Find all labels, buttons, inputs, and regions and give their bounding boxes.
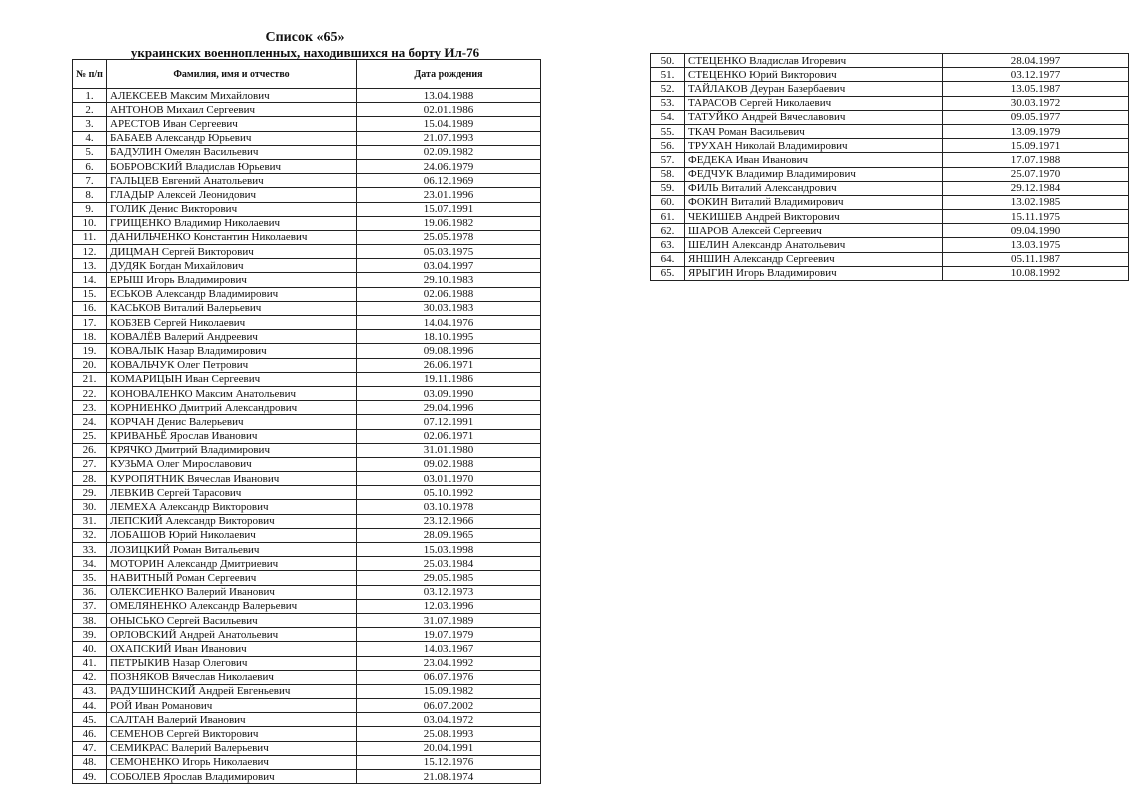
row-birthdate: 02.09.1982 (357, 145, 541, 159)
row-number: 10. (73, 216, 107, 230)
table-row (73, 741, 541, 755)
row-name: БАБАЕВ Александр Юрьевич (107, 131, 357, 145)
row-birthdate: 21.07.1993 (357, 131, 541, 145)
row-name: БОБРОВСКИЙ Владислав Юрьевич (107, 159, 357, 173)
row-name: ШЕЛИН Александр Анатольевич (685, 238, 943, 252)
row-name: КОБЗЕВ Сергей Николаевич (107, 316, 357, 330)
prisoner-table-right (650, 53, 1129, 281)
row-number: 6. (73, 159, 107, 173)
row-name: ОМЕЛЯНЕНКО Александр Валерьевич (107, 599, 357, 613)
row-number: 8. (73, 188, 107, 202)
row-name: АРЕСТОВ Иван Сергеевич (107, 117, 357, 131)
row-birthdate: 03.01.1970 (357, 472, 541, 486)
row-birthdate: 03.04.1997 (357, 259, 541, 273)
row-name: СЕМЕНОВ Сергей Викторович (107, 727, 357, 741)
row-number: 38. (73, 613, 107, 627)
table-row (73, 443, 541, 457)
row-number: 53. (651, 96, 685, 110)
row-name: ЛЕВКИВ Сергей Тарасович (107, 486, 357, 500)
row-number: 49. (73, 770, 107, 784)
row-birthdate: 13.04.1988 (357, 89, 541, 103)
table-row (651, 266, 1129, 280)
table-row (73, 216, 541, 230)
row-number: 65. (651, 266, 685, 280)
row-birthdate: 19.07.1979 (357, 628, 541, 642)
table-row (73, 486, 541, 500)
row-birthdate: 28.04.1997 (943, 54, 1129, 68)
row-name: КУРОПЯТНИК Вячеслав Иванович (107, 472, 357, 486)
row-name: ЕРЫШ Игорь Владимирович (107, 273, 357, 287)
row-name: ЛЕМЕХА Александр Викторович (107, 500, 357, 514)
row-number: 58. (651, 167, 685, 181)
row-number: 45. (73, 713, 107, 727)
header-date: Дата рождения (357, 60, 541, 89)
row-number: 9. (73, 202, 107, 216)
row-name: КОВАЛЫК Назар Владимирович (107, 344, 357, 358)
row-number: 23. (73, 401, 107, 415)
row-number: 15. (73, 287, 107, 301)
row-name: КОМАРИЦЫН Иван Сергеевич (107, 372, 357, 386)
table-row (73, 174, 541, 188)
row-name: СЕМИКРАС Валерий Валерьевич (107, 741, 357, 755)
row-number: 43. (73, 684, 107, 698)
row-name: ДУДЯК Богдан Михайлович (107, 259, 357, 273)
row-number: 27. (73, 457, 107, 471)
row-birthdate: 21.08.1974 (357, 770, 541, 784)
row-number: 29. (73, 486, 107, 500)
row-number: 54. (651, 110, 685, 124)
row-name: ПОЗНЯКОВ Вячеслав Николаевич (107, 670, 357, 684)
row-name: ОЛЕКСИЕНКО Валерий Иванович (107, 585, 357, 599)
row-number: 44. (73, 699, 107, 713)
table-row (73, 571, 541, 585)
table-row (73, 131, 541, 145)
row-birthdate: 31.07.1989 (357, 613, 541, 627)
table-row (651, 210, 1129, 224)
row-number: 52. (651, 82, 685, 96)
row-birthdate: 03.09.1990 (357, 386, 541, 400)
row-name: КАСЬКОВ Виталий Валерьевич (107, 301, 357, 315)
row-birthdate: 03.04.1972 (357, 713, 541, 727)
row-birthdate: 30.03.1972 (943, 96, 1129, 110)
table-row (651, 110, 1129, 124)
row-name: ГОЛИК Денис Викторович (107, 202, 357, 216)
table-row (73, 599, 541, 613)
row-number: 56. (651, 139, 685, 153)
row-number: 16. (73, 301, 107, 315)
table-row (73, 117, 541, 131)
row-birthdate: 30.03.1983 (357, 301, 541, 315)
row-birthdate: 25.03.1984 (357, 557, 541, 571)
table-row (73, 202, 541, 216)
table-row (73, 344, 541, 358)
table-row (73, 585, 541, 599)
row-birthdate: 10.08.1992 (943, 266, 1129, 280)
row-number: 5. (73, 145, 107, 159)
row-number: 31. (73, 514, 107, 528)
row-birthdate: 19.06.1982 (357, 216, 541, 230)
row-name: НАВИТНЫЙ Роман Сергеевич (107, 571, 357, 585)
row-number: 36. (73, 585, 107, 599)
row-birthdate: 09.05.1977 (943, 110, 1129, 124)
row-birthdate: 13.09.1979 (943, 124, 1129, 138)
table-row (73, 259, 541, 273)
row-number: 34. (73, 557, 107, 571)
row-name: СТЕЦЕНКО Владислав Игоревич (685, 54, 943, 68)
row-birthdate: 23.04.1992 (357, 656, 541, 670)
row-birthdate: 13.03.1975 (943, 238, 1129, 252)
table-row (651, 153, 1129, 167)
row-name: КУЗЬМА Олег Мирославович (107, 457, 357, 471)
table-row (73, 670, 541, 684)
table-row (73, 642, 541, 656)
row-birthdate: 28.09.1965 (357, 528, 541, 542)
row-birthdate: 05.03.1975 (357, 245, 541, 259)
row-birthdate: 13.05.1987 (943, 82, 1129, 96)
row-name: ГРИЩЕНКО Владимир Николаевич (107, 216, 357, 230)
row-birthdate: 15.11.1975 (943, 210, 1129, 224)
prisoner-table-left (72, 59, 541, 784)
row-name: СЕМОНЕНКО Игорь Николаевич (107, 755, 357, 769)
row-number: 30. (73, 500, 107, 514)
row-name: КОНОВАЛЕНКО Максим Анатольевич (107, 386, 357, 400)
row-birthdate: 12.03.1996 (357, 599, 541, 613)
table-row (73, 613, 541, 627)
table-row (73, 727, 541, 741)
row-name: ЧЕКИШЕВ Андрей Викторович (685, 210, 943, 224)
row-name: ОНЫСЬКО Сергей Васильевич (107, 613, 357, 627)
row-name: ФЕДЧУК Владимир Владимирович (685, 167, 943, 181)
row-birthdate: 07.12.1991 (357, 415, 541, 429)
row-name: КОРЧАН Денис Валерьевич (107, 415, 357, 429)
row-birthdate: 15.09.1971 (943, 139, 1129, 153)
table-row (651, 96, 1129, 110)
table-row (73, 89, 541, 103)
row-birthdate: 05.11.1987 (943, 252, 1129, 266)
document-subtitle: украинских военнопленных, находившихся на борту Ил-76 (130, 45, 480, 60)
row-number: 21. (73, 372, 107, 386)
row-name: ОРЛОВСКИЙ Андрей Анатольевич (107, 628, 357, 642)
table-row (73, 457, 541, 471)
table-row (73, 528, 541, 542)
row-name: ШАРОВ Алексей Сергеевич (685, 224, 943, 238)
row-number: 13. (73, 259, 107, 273)
row-birthdate: 02.01.1986 (357, 103, 541, 117)
row-birthdate: 09.08.1996 (357, 344, 541, 358)
row-birthdate: 29.10.1983 (357, 273, 541, 287)
row-number: 64. (651, 252, 685, 266)
row-name: КРИВАНЬЁ Ярослав Иванович (107, 429, 357, 443)
row-name: КОРНИЕНКО Дмитрий Александрович (107, 401, 357, 415)
row-birthdate: 13.02.1985 (943, 195, 1129, 209)
row-number: 55. (651, 124, 685, 138)
row-number: 48. (73, 755, 107, 769)
row-name: ТАТУЙКО Андрей Вячеславович (685, 110, 943, 124)
table-row (73, 159, 541, 173)
row-name: ОХАПСКИЙ Иван Иванович (107, 642, 357, 656)
row-name: ТКАЧ Роман Васильевич (685, 124, 943, 138)
row-birthdate: 26.06.1971 (357, 358, 541, 372)
table-row (73, 145, 541, 159)
row-number: 50. (651, 54, 685, 68)
table-row (73, 330, 541, 344)
row-name: СТЕЦЕНКО Юрий Викторович (685, 68, 943, 82)
row-name: ФИЛЬ Виталий Александрович (685, 181, 943, 195)
table-row (73, 245, 541, 259)
row-number: 4. (73, 131, 107, 145)
table-row (73, 684, 541, 698)
row-number: 19. (73, 344, 107, 358)
row-birthdate: 15.07.1991 (357, 202, 541, 216)
row-number: 61. (651, 210, 685, 224)
table-row (651, 238, 1129, 252)
row-number: 35. (73, 571, 107, 585)
row-birthdate: 09.04.1990 (943, 224, 1129, 238)
row-number: 3. (73, 117, 107, 131)
table-row (73, 287, 541, 301)
row-number: 32. (73, 528, 107, 542)
row-number: 1. (73, 89, 107, 103)
row-birthdate: 03.12.1973 (357, 585, 541, 599)
header-name: Фамилия, имя и отчество (107, 60, 357, 89)
row-name: ТАЙЛАКОВ Деуран Базербаевич (685, 82, 943, 96)
table-row (73, 699, 541, 713)
row-number: 47. (73, 741, 107, 755)
row-number: 33. (73, 543, 107, 557)
row-number: 42. (73, 670, 107, 684)
row-name: ФОКИН Виталий Владимирович (685, 195, 943, 209)
row-name: РОЙ Иван Романович (107, 699, 357, 713)
row-name: ЯРЫГИН Игорь Владимирович (685, 266, 943, 280)
table-row (73, 755, 541, 769)
row-name: ЛЕПСКИЙ Александр Викторович (107, 514, 357, 528)
row-birthdate: 02.06.1988 (357, 287, 541, 301)
row-number: 62. (651, 224, 685, 238)
table-row (73, 301, 541, 315)
row-name: СОБОЛЕВ Ярослав Владимирович (107, 770, 357, 784)
row-birthdate: 17.07.1988 (943, 153, 1129, 167)
row-birthdate: 14.04.1976 (357, 316, 541, 330)
row-birthdate: 29.04.1996 (357, 401, 541, 415)
row-birthdate: 20.04.1991 (357, 741, 541, 755)
row-number: 2. (73, 103, 107, 117)
row-number: 20. (73, 358, 107, 372)
row-number: 12. (73, 245, 107, 259)
table-row (73, 770, 541, 784)
row-birthdate: 19.11.1986 (357, 372, 541, 386)
row-number: 40. (73, 642, 107, 656)
row-number: 41. (73, 656, 107, 670)
row-number: 14. (73, 273, 107, 287)
row-birthdate: 15.03.1998 (357, 543, 541, 557)
row-number: 26. (73, 443, 107, 457)
row-number: 59. (651, 181, 685, 195)
table-row (73, 401, 541, 415)
row-name: ЛОЗИЦКИЙ Роман Витальевич (107, 543, 357, 557)
row-number: 37. (73, 599, 107, 613)
row-number: 22. (73, 386, 107, 400)
table-row (73, 316, 541, 330)
row-name: ГАЛЬЦЕВ Евгений Анатольевич (107, 174, 357, 188)
row-birthdate: 29.12.1984 (943, 181, 1129, 195)
row-birthdate: 14.03.1967 (357, 642, 541, 656)
table-row (73, 628, 541, 642)
table-row (73, 656, 541, 670)
row-birthdate: 15.04.1989 (357, 117, 541, 131)
row-birthdate: 03.10.1978 (357, 500, 541, 514)
row-birthdate: 23.12.1966 (357, 514, 541, 528)
row-name: ФЕДЕКА Иван Иванович (685, 153, 943, 167)
row-name: ПЕТРЫКИВ Назар Олегович (107, 656, 357, 670)
row-birthdate: 24.06.1979 (357, 159, 541, 173)
table-row (73, 472, 541, 486)
row-number: 25. (73, 429, 107, 443)
table-row (73, 230, 541, 244)
row-birthdate: 05.10.1992 (357, 486, 541, 500)
header-num: № п/п (73, 60, 107, 89)
table-row (73, 103, 541, 117)
table-row (73, 273, 541, 287)
row-birthdate: 23.01.1996 (357, 188, 541, 202)
row-birthdate: 06.12.1969 (357, 174, 541, 188)
row-name: БАДУЛИН Омелян Васильевич (107, 145, 357, 159)
table-row (73, 500, 541, 514)
table-row (73, 543, 541, 557)
row-name: ДИЦМАН Сергей Викторович (107, 245, 357, 259)
row-number: 24. (73, 415, 107, 429)
row-birthdate: 06.07.1976 (357, 670, 541, 684)
table-row (73, 557, 541, 571)
table-row (651, 195, 1129, 209)
row-name: АНТОНОВ Михаил Сергеевич (107, 103, 357, 117)
table-row (651, 252, 1129, 266)
row-name: ГЛАДЫР Алексей Леонидович (107, 188, 357, 202)
row-name: ЕСЬКОВ Александр Владимирович (107, 287, 357, 301)
row-number: 17. (73, 316, 107, 330)
table-row (651, 167, 1129, 181)
table-row (73, 514, 541, 528)
document-title: Список «65» (265, 30, 345, 45)
row-name: КРЯЧКО Дмитрий Владимирович (107, 443, 357, 457)
row-birthdate: 25.07.1970 (943, 167, 1129, 181)
row-birthdate: 18.10.1995 (357, 330, 541, 344)
row-birthdate: 25.08.1993 (357, 727, 541, 741)
row-name: АЛЕКСЕЕВ Максим Михайлович (107, 89, 357, 103)
row-birthdate: 06.07.2002 (357, 699, 541, 713)
row-number: 57. (651, 153, 685, 167)
table-row (651, 54, 1129, 68)
row-name: ДАНИЛЬЧЕНКО Константин Николаевич (107, 230, 357, 244)
row-name: ТАРАСОВ Сергей Николаевич (685, 96, 943, 110)
row-number: 28. (73, 472, 107, 486)
row-number: 63. (651, 238, 685, 252)
row-number: 46. (73, 727, 107, 741)
table-row (73, 713, 541, 727)
row-number: 39. (73, 628, 107, 642)
row-name: КОВАЛЁВ Валерий Андреевич (107, 330, 357, 344)
row-name: ЯНШИН Александр Сергеевич (685, 252, 943, 266)
row-name: ЛОБАШОВ Юрий Николаевич (107, 528, 357, 542)
table-row (73, 415, 541, 429)
row-number: 11. (73, 230, 107, 244)
row-name: РАДУШИНСКИЙ Андрей Евгеньевич (107, 684, 357, 698)
table-row (651, 181, 1129, 195)
table-row (73, 372, 541, 386)
row-birthdate: 15.12.1976 (357, 755, 541, 769)
row-number: 18. (73, 330, 107, 344)
table-row (73, 386, 541, 400)
table-row (73, 358, 541, 372)
row-name: КОВАЛЬЧУК Олег Петрович (107, 358, 357, 372)
row-birthdate: 03.12.1977 (943, 68, 1129, 82)
row-number: 60. (651, 195, 685, 209)
row-name: ТРУХАН Николай Владимирович (685, 139, 943, 153)
table-row (651, 139, 1129, 153)
row-birthdate: 29.05.1985 (357, 571, 541, 585)
table-header-row (73, 60, 541, 89)
table-row (651, 68, 1129, 82)
row-birthdate: 25.05.1978 (357, 230, 541, 244)
row-name: САЛТАН Валерий Иванович (107, 713, 357, 727)
row-birthdate: 15.09.1982 (357, 684, 541, 698)
table-row (73, 188, 541, 202)
table-row (651, 82, 1129, 96)
table-row (73, 429, 541, 443)
table-row (651, 124, 1129, 138)
row-birthdate: 09.02.1988 (357, 457, 541, 471)
row-number: 51. (651, 68, 685, 82)
row-name: МОТОРИН Александр Дмитриевич (107, 557, 357, 571)
row-number: 7. (73, 174, 107, 188)
table-row (651, 224, 1129, 238)
row-birthdate: 02.06.1971 (357, 429, 541, 443)
row-birthdate: 31.01.1980 (357, 443, 541, 457)
